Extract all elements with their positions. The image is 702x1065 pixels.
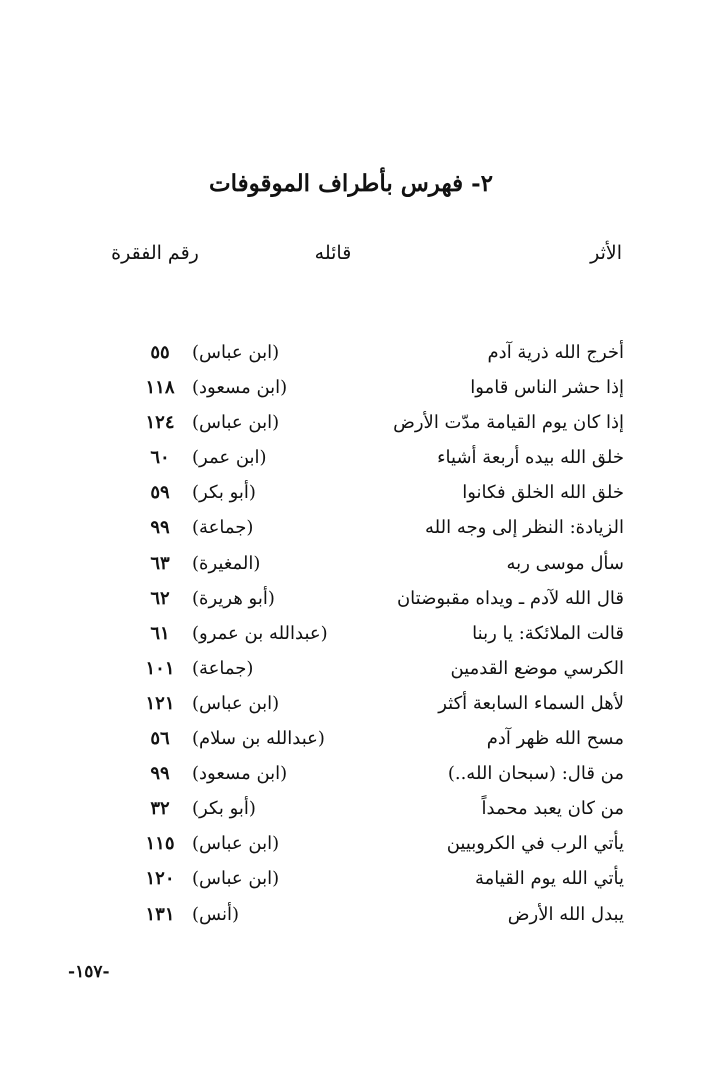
index-list	[0, 340, 702, 937]
narrator-text: (ابن عمر)	[192, 447, 267, 469]
paragraph-number: ٥٥	[150, 342, 170, 363]
athar-text: من قال: (سبحان الله..)	[447, 763, 624, 785]
paragraph-number: ١٢٠	[145, 868, 175, 890]
narrator-text: (عبدالله بن عمرو)	[192, 622, 328, 644]
index-row	[0, 621, 702, 656]
paragraph-number: ١٢١	[145, 692, 175, 714]
narrator-text: (ابن عباس)	[192, 692, 280, 714]
athar-text: إذا حشر الناس قاموا	[470, 377, 624, 399]
index-row	[0, 691, 702, 726]
column-header-paragraph-number: رقم الفقرة	[111, 242, 199, 264]
athar-text: من كان يعبد محمداً	[481, 798, 624, 820]
page-number: -١٥٧-	[68, 962, 110, 982]
narrator-text: (المغيرة)	[192, 552, 261, 574]
index-row	[0, 340, 702, 375]
athar-text: يبدل الله الأرض	[507, 903, 624, 925]
index-row	[0, 445, 702, 480]
index-row	[0, 410, 702, 445]
narrator-text: (أنس)	[192, 903, 240, 925]
narrator-text: (ابن عباس)	[192, 342, 280, 363]
narrator-text: (عبدالله بن سلام)	[192, 728, 325, 750]
athar-text: يأتي الرب في الكروبيين	[446, 833, 624, 855]
narrator-text: (ابن عباس)	[192, 833, 280, 855]
paragraph-number: ١١٥	[145, 833, 175, 855]
athar-text: لأهل السماء السابعة أكثر	[438, 692, 624, 714]
narrator-text: (أبو بكر)	[192, 482, 256, 504]
index-title: ٢- فهرس بأطراف الموقوفات	[208, 170, 494, 197]
index-row	[0, 656, 702, 691]
index-row	[0, 515, 702, 550]
paragraph-number: ٥٦	[150, 728, 170, 750]
athar-text: الزيادة: النظر إلى وجه الله	[425, 517, 624, 539]
athar-text: سأل موسى ربه	[506, 552, 624, 574]
index-row	[0, 480, 702, 515]
index-row	[0, 375, 702, 410]
paragraph-number: ٦١	[150, 622, 170, 644]
narrator-text: (ابن عباس)	[192, 868, 280, 890]
paragraph-number: ١٣١	[145, 903, 175, 925]
paragraph-number: ٦٣	[150, 552, 170, 574]
narrator-text: (ابن عباس)	[192, 412, 280, 434]
paragraph-number: ٩٩	[150, 517, 170, 539]
paragraph-number: ١٠١	[145, 657, 175, 679]
column-header-athar: الأثر	[590, 242, 622, 264]
narrator-text: (ابن مسعود)	[192, 377, 288, 399]
index-row	[0, 761, 702, 796]
athar-text: مسح الله ظهر آدم	[486, 728, 624, 750]
paragraph-number: ٦٠	[150, 447, 170, 469]
index-row	[0, 726, 702, 761]
narrator-text: (أبو بكر)	[192, 798, 256, 820]
paragraph-number: ٦٢	[150, 587, 170, 609]
narrator-text: (جماعة)	[192, 657, 254, 679]
athar-text: إذا كان يوم القيامة مدّت الأرض	[393, 412, 624, 434]
athar-text: قال الله لآدم ـ ويداه مقبوضتان	[396, 587, 624, 609]
index-row	[0, 551, 702, 586]
column-header-narrator: قائله	[314, 242, 352, 264]
paragraph-number: ٣٢	[150, 798, 170, 820]
narrator-text: (جماعة)	[192, 517, 254, 539]
paragraph-number: ٥٩	[150, 482, 170, 504]
paragraph-number: ١١٨	[145, 377, 175, 399]
narrator-text: (ابن مسعود)	[192, 763, 288, 785]
paragraph-number: ١٢٤	[145, 412, 175, 434]
athar-text: يأتي الله يوم القيامة	[474, 868, 624, 890]
athar-text: الكرسي موضع القدمين	[450, 657, 624, 679]
index-row	[0, 866, 702, 901]
index-row	[0, 586, 702, 621]
athar-text: خلق الله الخلق فكانوا	[462, 482, 624, 504]
narrator-text: (أبو هريرة)	[192, 587, 275, 609]
athar-text: قالت الملائكة: يا ربنا	[472, 622, 624, 644]
index-row	[0, 831, 702, 866]
athar-text: أخرج الله ذرية آدم	[487, 342, 624, 363]
index-row	[0, 796, 702, 831]
index-row	[0, 902, 702, 937]
paragraph-number: ٩٩	[150, 763, 170, 785]
athar-text: خلق الله بيده أربعة أشياء	[437, 447, 624, 469]
